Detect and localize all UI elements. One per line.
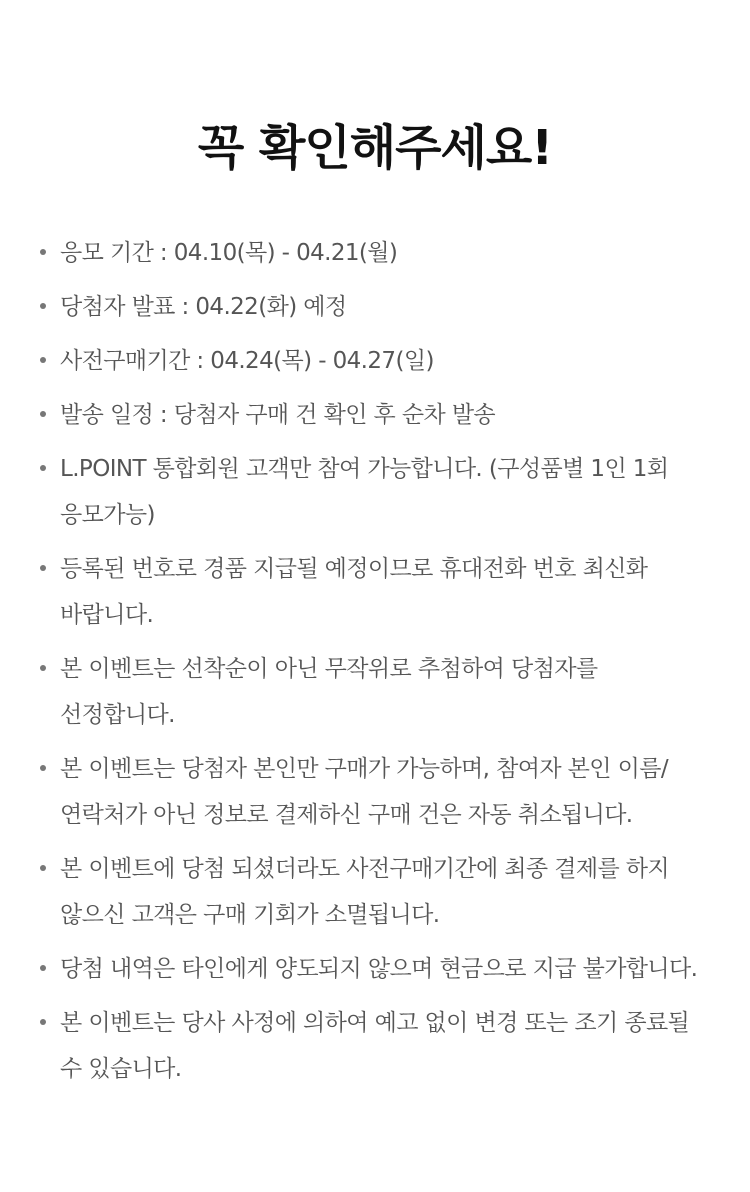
- notice-text: 본 이벤트는 당첨자 본인만 구매가 가능하며, 참여자 본인 이름/연락처가 아닌 정보로 결제하신 구매 건은 자동 취소됩니다.: [60, 756, 668, 828]
- notice-item-change-notice: [0, 1000, 750, 1092]
- notice-text: 등록된 번호로 경품 지급될 예정이므로 휴대전화 번호 최신화 바랍니다.: [60, 556, 648, 628]
- bullet-dot-icon: [40, 465, 46, 471]
- bullet-dot-icon: [40, 865, 46, 871]
- notice-text: L.POINT 통합회원 고객만 참여 가능합니다. (구성품별 1인 1회 응모가능): [60, 456, 669, 528]
- bullet-dot-icon: [40, 965, 46, 971]
- notice-text: 당첨 내역은 타인에게 양도되지 않으며 현금으로 지급 불가합니다.: [60, 956, 698, 982]
- bullet-dot-icon: [40, 765, 46, 771]
- notice-text: 본 이벤트에 당첨 되셨더라도 사전구매기간에 최종 결제를 하지 않으신 고객은 구매 기회가 소멸됩니다.: [60, 856, 670, 928]
- notice-item-winner-only: [0, 746, 750, 838]
- notice-text: 발송 일정 : 당첨자 구매 건 확인 후 순차 발송: [60, 402, 496, 428]
- notice-item-non-transferable: [0, 946, 750, 992]
- bullet-dot-icon: [40, 665, 46, 671]
- notice-item-shipping: [0, 392, 750, 438]
- notice-text: 당첨자 발표 : 04.22(화) 예정: [60, 294, 347, 320]
- notice-item-announcement: [0, 284, 750, 330]
- notice-item-payment-deadline: [0, 846, 750, 938]
- bullet-dot-icon: [40, 303, 46, 309]
- bullet-dot-icon: [40, 357, 46, 363]
- notice-item-presale-period: [0, 338, 750, 384]
- notice-text: 본 이벤트는 당사 사정에 의하여 예고 없이 변경 또는 조기 종료될 수 있습니다.: [60, 1010, 690, 1082]
- bullet-dot-icon: [40, 1019, 46, 1025]
- notice-item-eligibility: [0, 446, 750, 538]
- bullet-dot-icon: [40, 565, 46, 571]
- page-title: 꼭 확인해주세요!: [197, 120, 553, 176]
- bullet-dot-icon: [40, 411, 46, 417]
- notice-list: [0, 230, 750, 1100]
- notice-item-random-draw: [0, 646, 750, 738]
- notice-text: 응모 기간 : 04.10(목) - 04.21(월): [60, 240, 398, 266]
- notice-item-phone-update: [0, 546, 750, 638]
- notice-item-period: [0, 230, 750, 276]
- bullet-dot-icon: [40, 249, 46, 255]
- notice-text: 본 이벤트는 선착순이 아닌 무작위로 추첨하여 당첨자를 선정합니다.: [60, 656, 598, 728]
- notice-text: 사전구매기간 : 04.24(목) - 04.27(일): [60, 348, 434, 374]
